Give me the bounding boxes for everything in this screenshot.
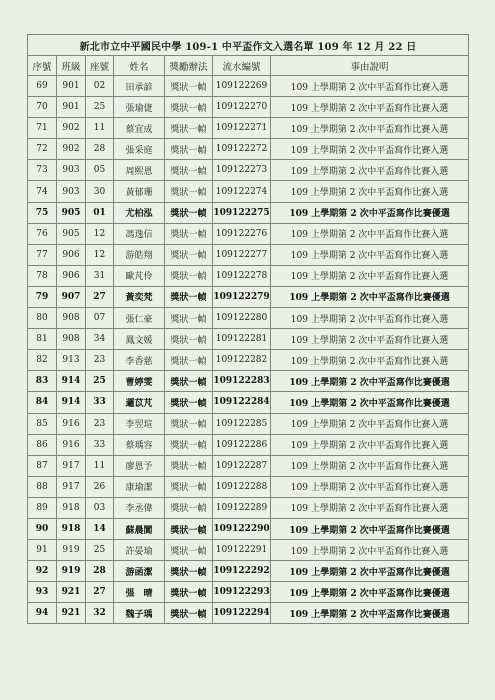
cell-award: 獎狀一幀 [165,582,213,603]
cell-name: 張 晴 [114,582,165,603]
cell-reason: 109 上學期第 2 次中平盃寫作比賽入選 [271,434,469,455]
cell-serial-code: 109122282 [213,350,271,371]
cell-serial-code: 109122274 [213,181,271,202]
cell-class: 921 [57,582,86,603]
table-body [28,35,469,624]
table-row [28,540,469,561]
cell-award: 獎狀一幀 [165,434,213,455]
cell-serial-code: 109122288 [213,476,271,497]
cell-class: 901 [57,76,86,97]
cell-name: 田承諺 [114,76,165,97]
table-row [28,244,469,265]
cell-class: 903 [57,160,86,181]
cell-class: 917 [57,476,86,497]
cell-serial-no: 82 [28,350,57,371]
cell-seat: 26 [86,476,114,497]
table-row [28,76,469,97]
cell-name: 曹婷雯 [114,371,165,392]
table-row [28,118,469,139]
cell-serial-code: 109122285 [213,413,271,434]
cell-name: 鳳文媛 [114,329,165,350]
cell-name: 張仁豪 [114,308,165,329]
cell-name: 蔡宜成 [114,118,165,139]
cell-class: 908 [57,308,86,329]
cell-class: 903 [57,181,86,202]
cell-name: 魏子瑀 [114,603,165,624]
cell-reason: 109 上學期第 2 次中平盃寫作比賽入選 [271,497,469,518]
cell-award: 獎狀一幀 [165,371,213,392]
cell-serial-code: 109122286 [213,434,271,455]
header-award: 獎勵辦法 [165,56,213,76]
table-row [28,413,469,434]
cell-serial-no: 75 [28,202,57,223]
cell-class: 906 [57,244,86,265]
cell-reason: 109 上學期第 2 次中平盃寫作比賽優選 [271,371,469,392]
cell-award: 獎狀一幀 [165,350,213,371]
table-row [28,350,469,371]
table-row [28,392,469,413]
cell-reason: 109 上學期第 2 次中平盃寫作比賽入選 [271,350,469,371]
table-row [28,286,469,307]
table-row [28,603,469,624]
cell-name: 廖恩予 [114,455,165,476]
table-row [28,561,469,582]
cell-serial-code: 109122280 [213,308,271,329]
cell-seat: 30 [86,181,114,202]
cell-seat: 27 [86,582,114,603]
cell-reason: 109 上學期第 2 次中平盃寫作比賽入選 [271,540,469,561]
cell-award: 獎狀一幀 [165,244,213,265]
cell-serial-no: 92 [28,561,57,582]
cell-name: 黃奕梵 [114,286,165,307]
cell-serial-no: 70 [28,97,57,118]
cell-class: 918 [57,497,86,518]
header-serial-no: 序號 [28,56,57,76]
table-row [28,476,469,497]
cell-reason: 109 上學期第 2 次中平盃寫作比賽入選 [271,413,469,434]
cell-reason: 109 上學期第 2 次中平盃寫作比賽入選 [271,308,469,329]
cell-award: 獎狀一幀 [165,603,213,624]
cell-serial-no: 76 [28,223,57,244]
cell-seat: 28 [86,139,114,160]
cell-serial-code: 109122292 [213,561,271,582]
cell-serial-no: 81 [28,329,57,350]
cell-class: 901 [57,97,86,118]
cell-seat: 01 [86,202,114,223]
table-row [28,139,469,160]
cell-serial-no: 79 [28,286,57,307]
cell-seat: 28 [86,561,114,582]
cell-name: 張采庭 [114,139,165,160]
cell-award: 獎狀一幀 [165,97,213,118]
cell-serial-no: 84 [28,392,57,413]
cell-seat: 25 [86,97,114,118]
cell-serial-code: 109122278 [213,265,271,286]
cell-serial-no: 87 [28,455,57,476]
cell-award: 獎狀一幀 [165,202,213,223]
cell-reason: 109 上學期第 2 次中平盃寫作比賽入選 [271,118,469,139]
header-serial-code: 流水編號 [213,56,271,76]
cell-class: 914 [57,371,86,392]
table-row [28,181,469,202]
cell-serial-no: 94 [28,603,57,624]
cell-class: 916 [57,413,86,434]
table-row [28,371,469,392]
cell-award: 獎狀一幀 [165,308,213,329]
cell-seat: 32 [86,603,114,624]
cell-name: 游皓翔 [114,244,165,265]
cell-class: 908 [57,329,86,350]
cell-class: 921 [57,603,86,624]
cell-name: 康瑜潔 [114,476,165,497]
cell-class: 914 [57,392,86,413]
cell-class: 906 [57,265,86,286]
cell-reason: 109 上學期第 2 次中平盃寫作比賽入選 [271,244,469,265]
cell-serial-code: 109122284 [213,392,271,413]
cell-reason: 109 上學期第 2 次中平盃寫作比賽優選 [271,582,469,603]
cell-reason: 109 上學期第 2 次中平盃寫作比賽入選 [271,476,469,497]
cell-serial-no: 71 [28,118,57,139]
cell-award: 獎狀一幀 [165,540,213,561]
cell-serial-no: 80 [28,308,57,329]
table-row [28,455,469,476]
cell-serial-no: 86 [28,434,57,455]
cell-name: 蔡瑀容 [114,434,165,455]
cell-serial-code: 109122289 [213,497,271,518]
header-seat: 座號 [86,56,114,76]
table-row [28,97,469,118]
cell-serial-code: 109122283 [213,371,271,392]
cell-award: 獎狀一幀 [165,181,213,202]
cell-serial-no: 77 [28,244,57,265]
cell-award: 獎狀一幀 [165,518,213,539]
cell-seat: 33 [86,434,114,455]
cell-award: 獎狀一幀 [165,476,213,497]
cell-serial-no: 69 [28,76,57,97]
table-row [28,329,469,350]
cell-serial-code: 109122272 [213,139,271,160]
header-name: 姓名 [114,56,165,76]
cell-serial-code: 109122293 [213,582,271,603]
cell-serial-no: 83 [28,371,57,392]
cell-name: 許晏瑜 [114,540,165,561]
cell-class: 902 [57,139,86,160]
table-row [28,160,469,181]
cell-seat: 11 [86,455,114,476]
cell-name: 李丞偉 [114,497,165,518]
cell-class: 918 [57,518,86,539]
cell-reason: 109 上學期第 2 次中平盃寫作比賽優選 [271,286,469,307]
cell-name: 馮逸信 [114,223,165,244]
cell-reason: 109 上學期第 2 次中平盃寫作比賽優選 [271,392,469,413]
cell-serial-code: 109122281 [213,329,271,350]
cell-name: 蘇晨閬 [114,518,165,539]
cell-serial-code: 109122279 [213,286,271,307]
cell-name: 游函潔 [114,561,165,582]
cell-reason: 109 上學期第 2 次中平盃寫作比賽入選 [271,139,469,160]
header-row [28,56,469,76]
cell-name: 李翌瑄 [114,413,165,434]
cell-serial-code: 109122270 [213,97,271,118]
cell-award: 獎狀一幀 [165,265,213,286]
cell-class: 913 [57,350,86,371]
table-row [28,308,469,329]
cell-class: 919 [57,540,86,561]
header-reason: 事由說明 [271,56,469,76]
cell-serial-code: 109122275 [213,202,271,223]
title-row [28,35,469,56]
cell-reason: 109 上學期第 2 次中平盃寫作比賽入選 [271,223,469,244]
cell-class: 907 [57,286,86,307]
award-list-table [27,34,469,624]
cell-serial-no: 93 [28,582,57,603]
cell-seat: 25 [86,540,114,561]
cell-seat: 14 [86,518,114,539]
cell-reason: 109 上學期第 2 次中平盃寫作比賽入選 [271,455,469,476]
cell-award: 獎狀一幀 [165,76,213,97]
cell-serial-no: 90 [28,518,57,539]
cell-reason: 109 上學期第 2 次中平盃寫作比賽入選 [271,76,469,97]
cell-serial-no: 73 [28,160,57,181]
table-row [28,223,469,244]
cell-serial-code: 109122269 [213,76,271,97]
cell-award: 獎狀一幀 [165,413,213,434]
cell-class: 916 [57,434,86,455]
cell-reason: 109 上學期第 2 次中平盃寫作比賽優選 [271,202,469,223]
table-row [28,202,469,223]
cell-reason: 109 上學期第 2 次中平盃寫作比賽優選 [271,561,469,582]
document-title: 新北市立中平國民中學 109-1 中平盃作文入選名單 109 年 12 月 22 日 [28,35,469,56]
cell-reason: 109 上學期第 2 次中平盃寫作比賽入選 [271,160,469,181]
cell-serial-no: 89 [28,497,57,518]
cell-name: 張瑜倢 [114,97,165,118]
cell-serial-no: 72 [28,139,57,160]
cell-award: 獎狀一幀 [165,329,213,350]
cell-award: 獎狀一幀 [165,286,213,307]
cell-serial-no: 88 [28,476,57,497]
cell-reason: 109 上學期第 2 次中平盃寫作比賽優選 [271,603,469,624]
cell-reason: 109 上學期第 2 次中平盃寫作比賽入選 [271,329,469,350]
cell-serial-no: 74 [28,181,57,202]
cell-serial-code: 109122276 [213,223,271,244]
cell-name: 邏苡芃 [114,392,165,413]
cell-serial-code: 109122277 [213,244,271,265]
table-row [28,582,469,603]
cell-award: 獎狀一幀 [165,160,213,181]
cell-reason: 109 上學期第 2 次中平盃寫作比賽入選 [271,97,469,118]
cell-seat: 03 [86,497,114,518]
cell-seat: 07 [86,308,114,329]
cell-seat: 23 [86,350,114,371]
cell-seat: 25 [86,371,114,392]
cell-serial-no: 78 [28,265,57,286]
cell-serial-no: 85 [28,413,57,434]
cell-reason: 109 上學期第 2 次中平盃寫作比賽入選 [271,265,469,286]
cell-class: 917 [57,455,86,476]
cell-seat: 12 [86,244,114,265]
cell-award: 獎狀一幀 [165,118,213,139]
cell-serial-no: 91 [28,540,57,561]
cell-award: 獎狀一幀 [165,497,213,518]
cell-class: 905 [57,202,86,223]
cell-award: 獎狀一幀 [165,223,213,244]
cell-award: 獎狀一幀 [165,139,213,160]
cell-reason: 109 上學期第 2 次中平盃寫作比賽優選 [271,518,469,539]
cell-name: 周熙恩 [114,160,165,181]
table-row [28,497,469,518]
cell-award: 獎狀一幀 [165,561,213,582]
header-class: 班級 [57,56,86,76]
cell-class: 919 [57,561,86,582]
table-row [28,434,469,455]
cell-seat: 05 [86,160,114,181]
cell-serial-code: 109122273 [213,160,271,181]
cell-class: 905 [57,223,86,244]
cell-seat: 11 [86,118,114,139]
cell-serial-code: 109122294 [213,603,271,624]
table-row [28,518,469,539]
cell-class: 902 [57,118,86,139]
cell-name: 黃郁珊 [114,181,165,202]
table-row [28,265,469,286]
cell-serial-code: 109122271 [213,118,271,139]
cell-seat: 27 [86,286,114,307]
cell-seat: 31 [86,265,114,286]
cell-serial-code: 109122290 [213,518,271,539]
cell-seat: 12 [86,223,114,244]
cell-name: 歐芃伶 [114,265,165,286]
cell-seat: 02 [86,76,114,97]
cell-award: 獎狀一幀 [165,392,213,413]
cell-name: 尤柏泓 [114,202,165,223]
cell-award: 獎狀一幀 [165,455,213,476]
cell-seat: 34 [86,329,114,350]
cell-seat: 23 [86,413,114,434]
cell-seat: 33 [86,392,114,413]
cell-serial-code: 109122291 [213,540,271,561]
cell-name: 李香慈 [114,350,165,371]
cell-serial-code: 109122287 [213,455,271,476]
cell-reason: 109 上學期第 2 次中平盃寫作比賽入選 [271,181,469,202]
